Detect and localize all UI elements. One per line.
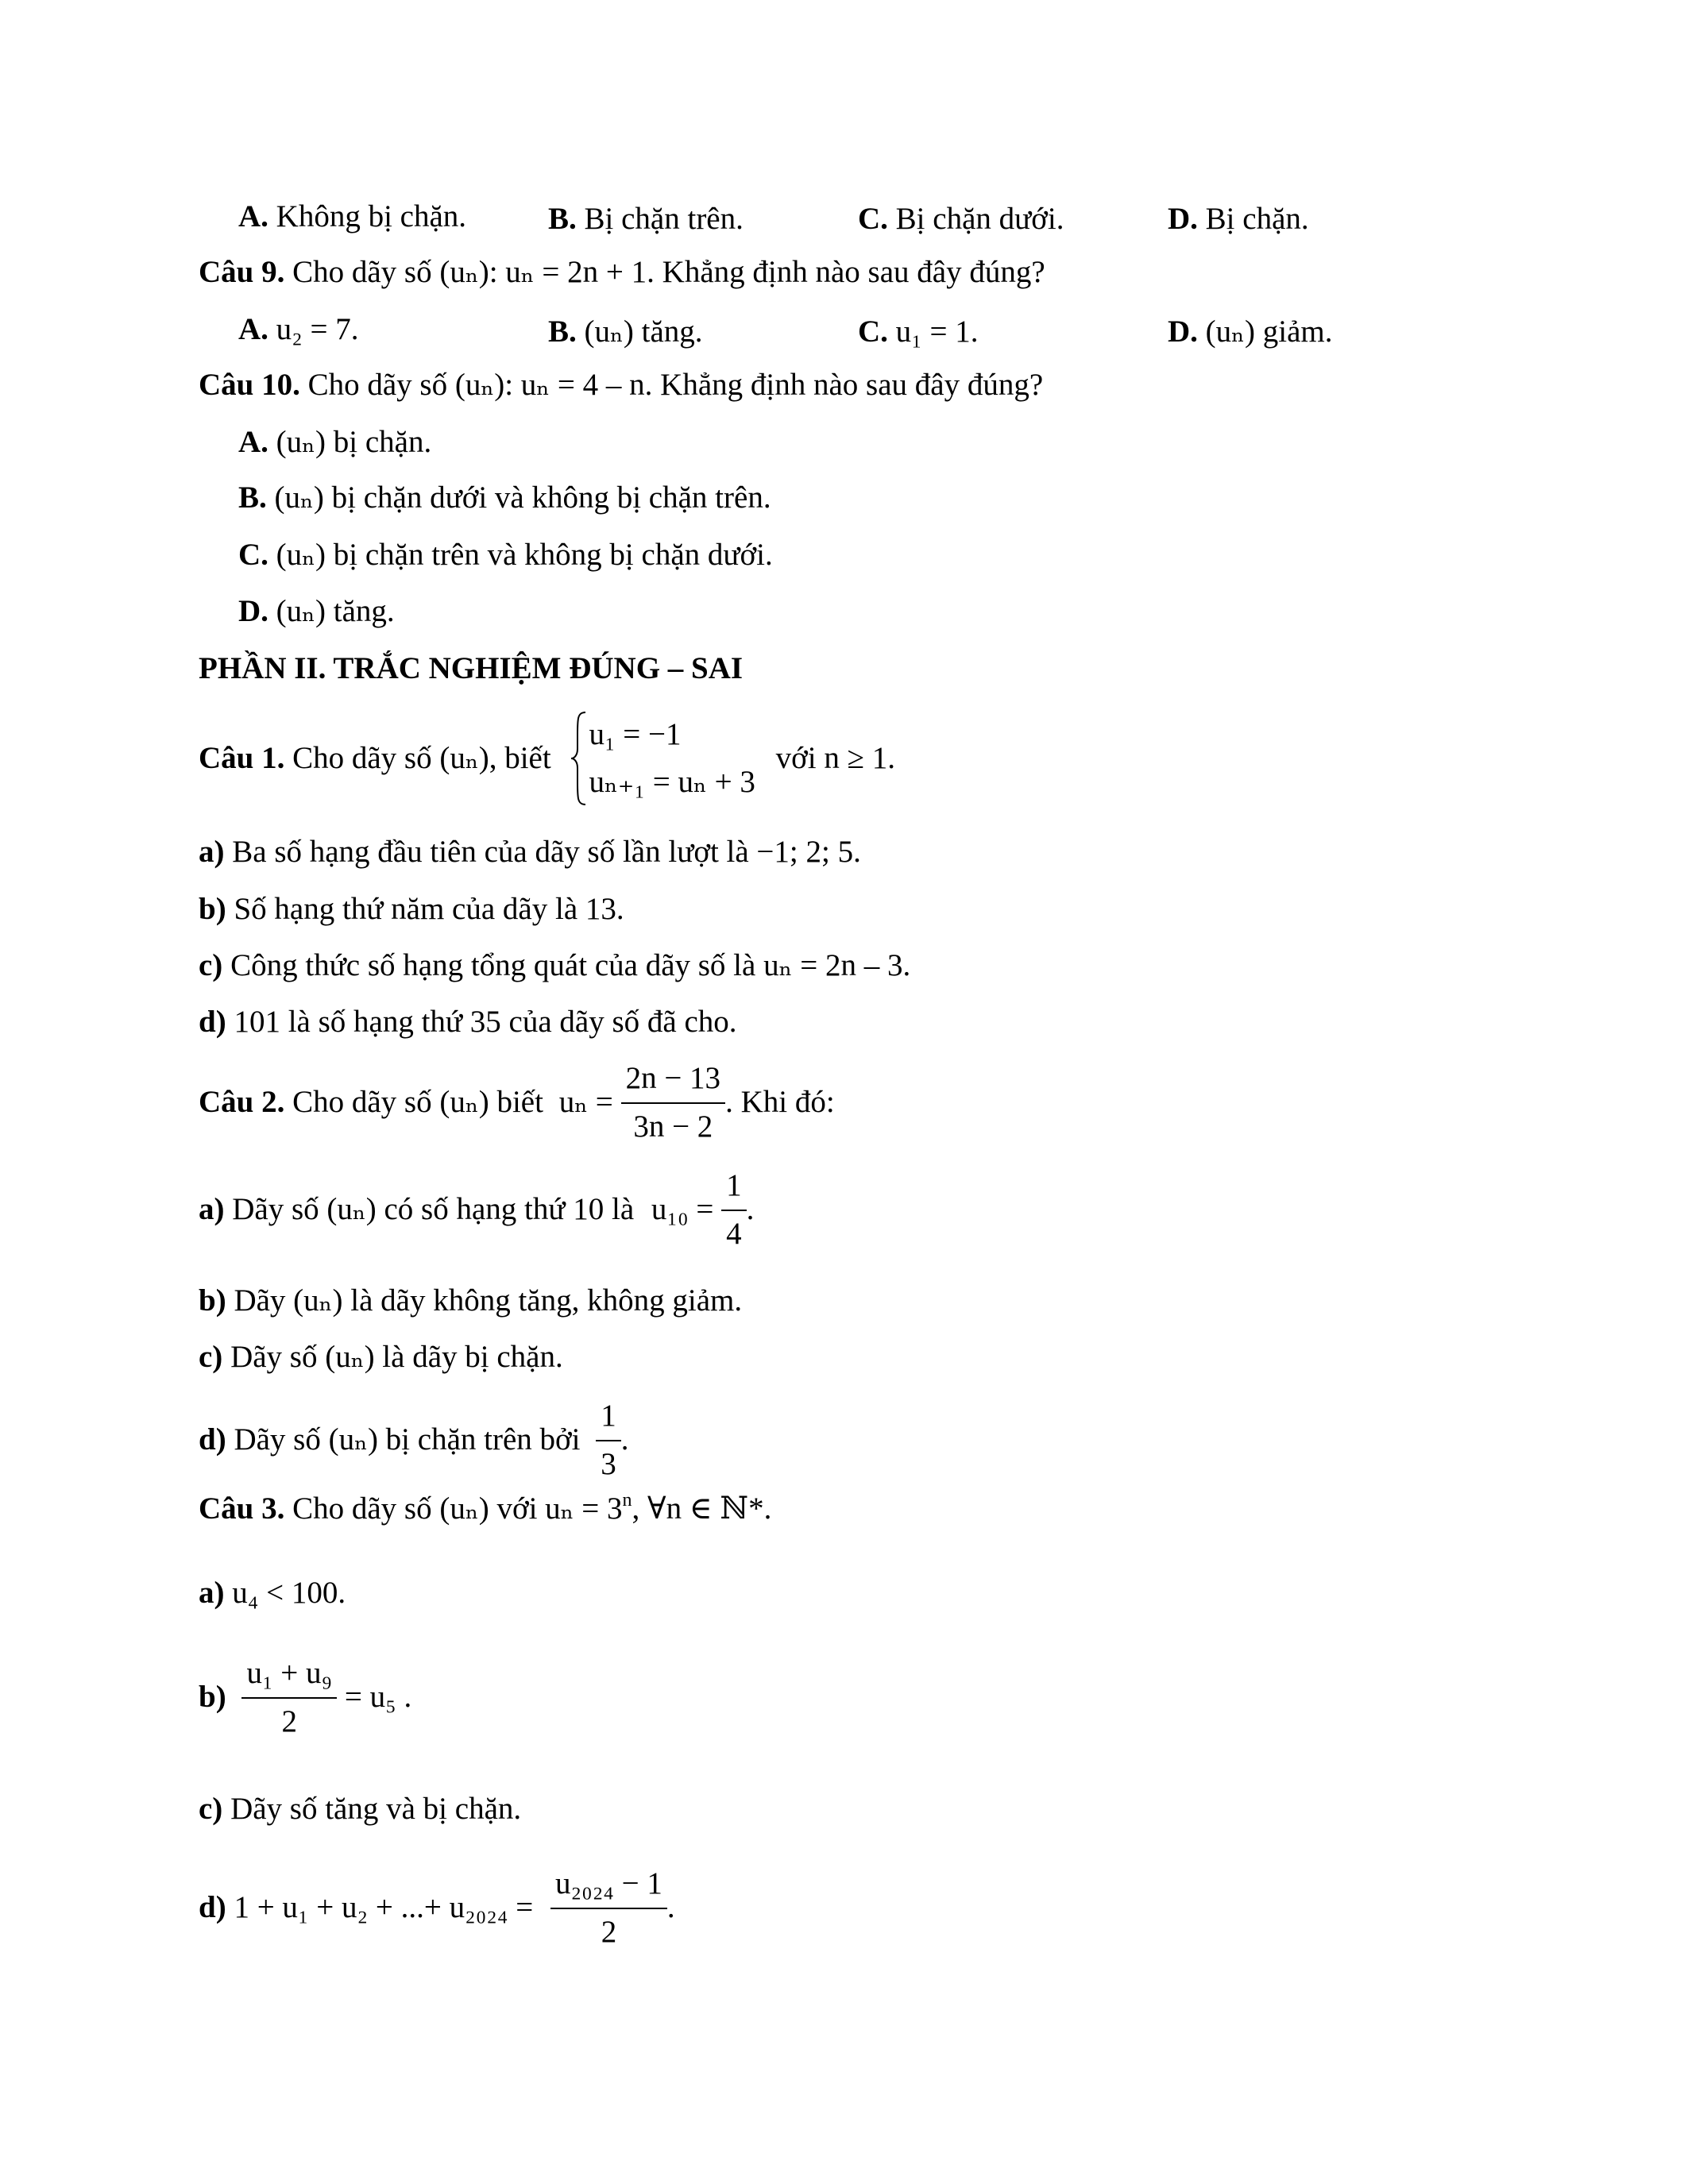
fraction-denominator: 3	[601, 1446, 616, 1481]
statement-label: b)	[199, 1283, 226, 1318]
formula-fraction	[721, 1167, 747, 1253]
option-text: Bị chặn trên.	[576, 202, 744, 236]
statement-label: c)	[199, 948, 223, 982]
q10-option-b	[238, 482, 771, 513]
system-row-1: u₁ = −1	[589, 717, 682, 751]
q9-option-c	[858, 314, 979, 349]
question-label: Câu 9.	[199, 255, 285, 289]
q9-option-a	[238, 314, 359, 345]
p2-question-2	[199, 1060, 835, 1146]
statement-label: d)	[199, 1005, 226, 1039]
option-label: C.	[238, 538, 268, 572]
option-label: A.	[238, 312, 268, 346]
statement-label: b)	[199, 892, 226, 926]
statement-text: Dãy (uₙ) là dãy không tăng, không giảm.	[226, 1283, 743, 1318]
statement-text: 101 là số hạng thứ 35 của dãy số đã cho.	[226, 1005, 737, 1039]
question-9	[199, 257, 1045, 287]
statement-text: Công thức số hạng tổng quát của dãy số là uₙ = 2n – 3.	[222, 948, 911, 982]
question-text-tail: , ∀n ∈ ℕ*.	[632, 1491, 772, 1526]
formula-tail: = u₅ .	[344, 1680, 412, 1715]
question-label: Câu 10.	[199, 368, 300, 402]
statement-text: Dãy số tăng và bị chặn.	[222, 1792, 522, 1826]
fraction-numerator: 1	[596, 1398, 621, 1441]
statement-label: c)	[199, 1340, 223, 1374]
option-label: D.	[1168, 202, 1198, 236]
question-text: Cho dãy số (uₙ): uₙ = 2n + 1. Khẳng định nào sau đây đúng?	[284, 255, 1045, 289]
statement-label: a)	[199, 1576, 225, 1610]
system-row-2: uₙ₊₁ = uₙ + 3	[589, 765, 755, 799]
fraction-numerator: u₁ + u₉	[241, 1655, 337, 1699]
p2q2-statement-a	[199, 1167, 754, 1253]
fraction-numerator: u₂₀₂₄ − 1	[550, 1866, 667, 1909]
option-text: u₁ = 1.	[887, 314, 979, 349]
question-10	[199, 369, 1043, 400]
brace-icon	[570, 711, 587, 806]
option-label: B.	[548, 202, 577, 236]
formula-lhs: uₙ =	[558, 1085, 613, 1120]
p2q3-statement-d	[199, 1866, 675, 1951]
p2q1-statement-a	[199, 836, 861, 867]
p2q2-statement-b	[199, 1285, 742, 1316]
option-label: C.	[858, 202, 888, 236]
option-text: u₂ = 7.	[268, 312, 359, 346]
p2q3-statement-c	[199, 1793, 521, 1824]
question-text: Cho dãy số (uₙ), biết	[284, 741, 551, 775]
question-label: Câu 1.	[199, 741, 285, 775]
q9-option-b	[548, 314, 703, 349]
formula-fraction	[550, 1866, 667, 1951]
question-text: Cho dãy số (uₙ): uₙ = 4 – n. Khẳng định nào sau đây đúng?	[299, 368, 1044, 402]
statement-label: a)	[199, 1192, 225, 1227]
question-label: Câu 2.	[199, 1085, 285, 1120]
condition-text: với n ≥ 1.	[775, 741, 895, 775]
option-text: (uₙ) bị chặn dưới và không bị chặn trên.	[266, 480, 771, 515]
option-text: (uₙ) giảm.	[1197, 314, 1333, 349]
statement-text: Số hạng thứ năm của dãy là 13.	[226, 892, 624, 926]
statement-label: d)	[199, 1422, 226, 1457]
statement-label: d)	[199, 1890, 226, 1925]
option-text: (uₙ) bị chặn.	[268, 425, 432, 459]
p2-question-3	[199, 1491, 771, 1524]
option-label: D.	[238, 594, 268, 628]
option-text: (uₙ) tăng.	[268, 594, 395, 628]
option-label: D.	[1168, 314, 1198, 349]
option-label: A.	[238, 199, 268, 233]
formula-tail: .	[666, 1890, 675, 1925]
fraction-denominator: 2	[601, 1914, 617, 1949]
statement-text: u₄ < 100.	[224, 1576, 346, 1610]
p2q1-statement-c	[199, 950, 910, 981]
fraction-numerator: 1	[721, 1167, 747, 1211]
p2q2-statement-d	[199, 1398, 628, 1484]
statement-text: Ba số hạng đầu tiên của dãy số lần lượt là −1; 2; 5.	[224, 835, 861, 869]
formula-tail: . Khi đó:	[725, 1085, 835, 1120]
statement-label: b)	[199, 1680, 226, 1715]
statement-text: Dãy số (uₙ) bị chặn trên bởi	[226, 1422, 581, 1457]
q8-option-d	[1168, 201, 1309, 237]
option-label: B.	[548, 314, 577, 349]
question-text: Cho dãy số (uₙ) với uₙ = 3	[284, 1491, 623, 1526]
p2q1-statement-d	[199, 1006, 737, 1037]
q8-option-b	[548, 201, 744, 237]
fraction-numerator: 2n − 13	[621, 1060, 726, 1104]
statement-label: c)	[199, 1792, 223, 1826]
q10-option-c	[238, 539, 773, 570]
formula-fraction	[241, 1655, 337, 1741]
fraction-denominator: 2	[281, 1704, 298, 1738]
recurrence-system	[570, 711, 755, 806]
statement-label: a)	[199, 835, 225, 869]
formula-fraction	[596, 1398, 621, 1484]
p2q3-statement-b	[199, 1655, 411, 1741]
question-text: Cho dãy số (uₙ) biết	[284, 1085, 543, 1120]
option-text: Bị chặn.	[1197, 202, 1309, 236]
section-heading-text: PHẦN II. TRẮC NGHIỆM ĐÚNG – SAI	[199, 651, 744, 685]
statement-text: 1 + u₁ + u₂ + ...+ u₂₀₂₄ =	[226, 1890, 534, 1925]
option-text: Không bị chặn.	[268, 199, 467, 233]
exponent: n	[622, 1490, 632, 1511]
option-label: A.	[238, 425, 268, 459]
formula-lhs: u₁₀ =	[651, 1192, 714, 1227]
section-heading	[199, 653, 743, 684]
q8-option-c	[858, 201, 1064, 237]
option-text: Bị chặn dưới.	[887, 202, 1064, 236]
p2q1-statement-b	[199, 893, 624, 924]
p2q2-statement-c	[199, 1341, 563, 1372]
option-label: B.	[238, 480, 267, 515]
formula-tail: .	[746, 1192, 755, 1227]
formula-fraction	[621, 1060, 726, 1146]
statement-text: Dãy số (uₙ) có số hạng thứ 10 là	[224, 1192, 635, 1227]
p2-question-1	[199, 711, 895, 806]
option-text: (uₙ) bị chặn trên và không bị chặn dưới.	[268, 538, 773, 572]
q10-option-d	[238, 596, 395, 627]
statement-text: Dãy số (uₙ) là dãy bị chặn.	[222, 1340, 563, 1374]
p2q3-statement-a	[199, 1577, 346, 1608]
question-label: Câu 3.	[199, 1491, 285, 1526]
q9-option-d	[1168, 314, 1333, 349]
q10-option-a	[238, 426, 431, 457]
option-text: (uₙ) tăng.	[576, 314, 703, 349]
fraction-denominator: 3n − 2	[633, 1109, 713, 1144]
option-label: C.	[858, 314, 888, 349]
formula-tail: .	[620, 1422, 629, 1457]
fraction-denominator: 4	[726, 1216, 742, 1251]
q8-option-a	[238, 201, 466, 232]
